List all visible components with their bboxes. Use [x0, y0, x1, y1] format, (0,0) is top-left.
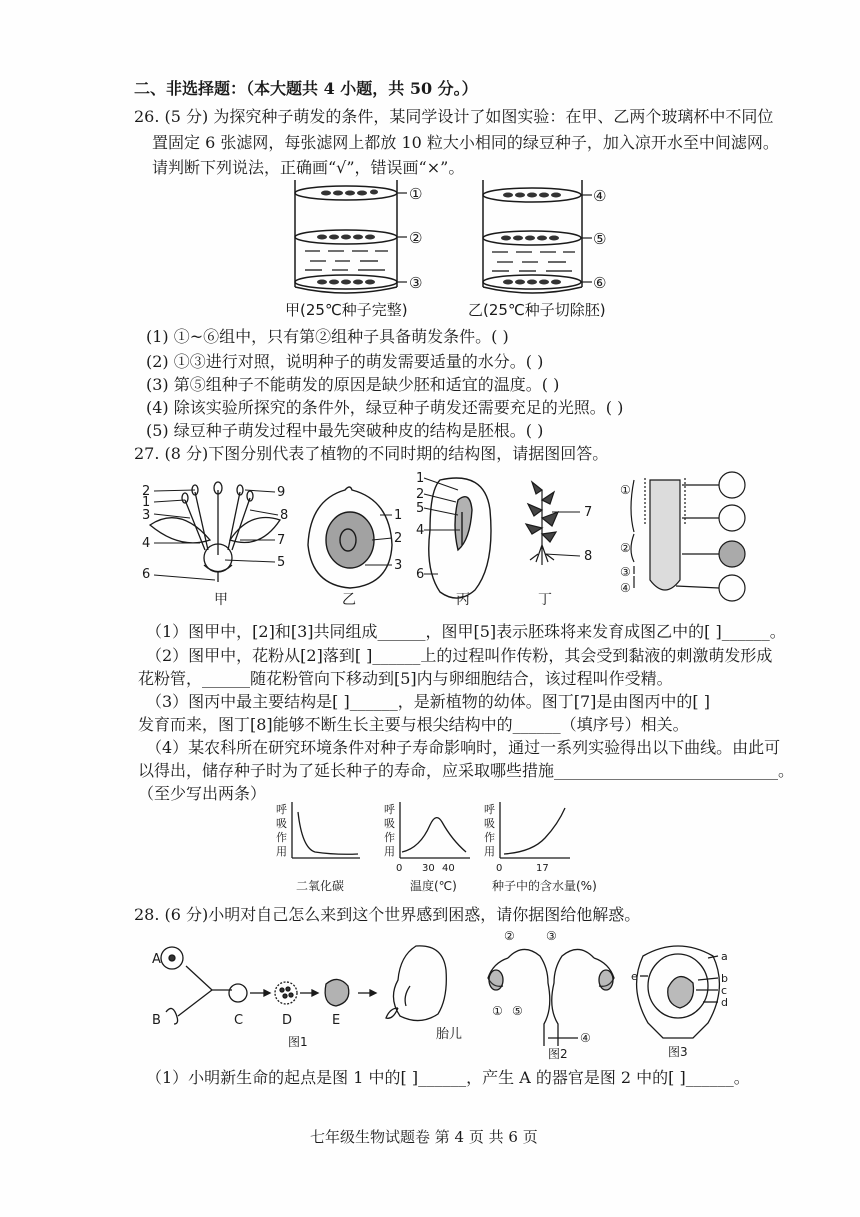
fig2-label-4: ④	[580, 1031, 591, 1045]
graph2-tick-30: 30	[422, 863, 435, 874]
q26-item-3: (3) 第⑤组种子不能萌发的原因是缺少胚和适宜的温度。( )	[146, 375, 560, 394]
cup-label-4: ④	[593, 187, 607, 205]
section-title: 二、非选择题：（本大题共 4 小题，共 50 分。）	[134, 79, 478, 98]
graph2-tick-0: 0	[396, 863, 403, 874]
fig3-label-e: e	[631, 970, 638, 983]
q27-item-1: （1）图甲中，[2]和[3]共同组成______，图甲[5]表示胚珠将来发育成图乙中的[ ]______。	[146, 622, 786, 641]
cup-yi-water	[492, 252, 575, 271]
peach-label-2: 2	[394, 531, 403, 546]
flower-label-3: 3	[142, 508, 151, 523]
q27-item-4b: 以得出，储存种子时为了延长种子的寿命，应采取哪些措施____________________________。	[138, 761, 795, 780]
graph-co2	[292, 802, 360, 858]
fig1-label-fetus: 胎儿	[436, 1027, 463, 1042]
fig1-label-b: B	[152, 1013, 161, 1028]
cup-label-3: ③	[409, 274, 423, 292]
cup-label-1: ①	[409, 185, 423, 203]
graph2-ylabel-3: 作	[384, 831, 395, 844]
graph2-ylabel-4: 用	[384, 845, 395, 858]
q27-figures	[140, 470, 760, 610]
q27-graphs	[270, 800, 597, 900]
q28-figures	[148, 928, 748, 1063]
fig2-label-3: ③	[546, 929, 557, 943]
seed-label-4: 4	[416, 523, 425, 538]
graph2-ylabel-2: 吸	[384, 817, 395, 830]
graph2-xlabel: 温度(℃)	[410, 879, 457, 893]
fig2-reproductive-system	[488, 949, 614, 1046]
graph1-ylabel-3: 作	[276, 831, 287, 844]
seedling-diagram	[526, 482, 558, 565]
root-label-3: ③	[620, 565, 631, 579]
cup-label-2: ②	[409, 229, 423, 247]
fig1-caption: 图1	[288, 1035, 308, 1049]
flower-label-1: 1	[142, 495, 151, 510]
seed-label-2: 2	[416, 487, 425, 502]
graph3-ylabel-1: 呼	[484, 803, 495, 816]
flower-label-6: 6	[142, 567, 151, 582]
q28-line1: 28. (6 分)小明对自己怎么来到这个世界感到困惑，请你据图给他解惑。	[134, 905, 641, 924]
fig2-caption: 图2	[548, 1047, 568, 1061]
q27-item-2b: 花粉管，______随花粉管向下移动到[5]内与卵细胞结合，该过程叫作受精。	[138, 669, 673, 688]
graph1-ylabel-2: 吸	[276, 817, 287, 830]
seed-label-6: 6	[416, 567, 425, 582]
fig-caption-ding: 丁	[538, 592, 552, 608]
fig-caption-jia: 甲	[214, 592, 228, 608]
plant-label-8: 8	[584, 549, 593, 564]
q26-line3: 请判断下列说法，正确画“√”，错误画“×”。	[152, 158, 465, 177]
flower-label-4: 4	[142, 536, 151, 551]
graph1-ylabel-1: 呼	[276, 803, 287, 816]
fig2-label-5: ⑤	[512, 1004, 523, 1018]
seed-label-5: 5	[416, 501, 425, 516]
q26-line2: 置固定 6 张滤网，每张滤网上都放 10 粒大小相同的绿豆种子，加入凉开水至中间滤网。	[152, 133, 779, 152]
q26-item-1: (1) ①~⑥组中，只有第②组种子具备萌发条件。( )	[146, 327, 509, 346]
q28-item-1: （1）小明新生命的起点是图 1 中的[ ]______，产生 A 的器官是图 2 中的[ ]______。	[146, 1068, 750, 1087]
seed-label-1: 1	[416, 471, 425, 486]
root-tip-diagram	[631, 472, 745, 601]
root-label-2: ②	[620, 541, 631, 555]
fig-caption-bing: 丙	[456, 592, 470, 608]
cup-label-5: ⑤	[593, 230, 607, 248]
fig3-label-c: c	[721, 984, 728, 997]
cup-caption-jia: 甲(25℃种子完整)	[285, 301, 408, 319]
graph2-tick-40: 40	[442, 863, 455, 874]
page-footer: 七年级生物试题卷 第 4 页 共 6 页	[310, 1128, 538, 1146]
flower-label-5: 5	[277, 555, 286, 570]
flower-label-7: 7	[277, 533, 286, 548]
fig1-label-e: E	[332, 1013, 341, 1028]
graph1-xlabel: 二氧化碳	[296, 879, 345, 893]
fig1-label-c: C	[234, 1013, 244, 1028]
q27-item-4c: （至少写出两条）	[138, 784, 267, 803]
q27-item-3b: 发育而来，图丁[8]能够不断生长主要与根尖结构中的______（填序号）相关。	[138, 715, 689, 734]
q26-item-5: (5) 绿豆种子萌发过程中最先突破种皮的结构是胚根。( )	[146, 421, 544, 440]
q26-cups-figure	[280, 175, 640, 325]
peach-diagram	[308, 487, 392, 588]
root-label-1: ①	[620, 483, 631, 497]
cup-jia-water	[305, 251, 388, 270]
fig1-label-a: A	[152, 952, 161, 967]
graph3-xlabel: 种子中的含水量(%)	[492, 879, 597, 893]
flower-label-9: 9	[277, 485, 286, 500]
fig3-caption: 图3	[668, 1045, 688, 1059]
q27-item-3a: （3）图丙中最主要结构是[ ]______，是新植物的幼体。图丁[7]是由图丙中的[ ]	[146, 692, 710, 711]
graph-temp	[400, 802, 470, 858]
graph3-tick-0: 0	[496, 863, 503, 874]
q26-item-4: (4) 除该实验所探究的条件外，绿豆种子萌发还需要充足的光照。( )	[146, 398, 624, 417]
fig3-fetus-in-uterus	[637, 946, 720, 1038]
graph3-ylabel-3: 作	[484, 831, 495, 844]
fig2-label-1: ①	[492, 1004, 503, 1018]
graph2-ylabel-1: 呼	[384, 803, 395, 816]
q26-line1: 26. (5 分) 为探究种子萌发的条件，某同学设计了如图实验：在甲、乙两个玻璃杯中不同位	[134, 107, 774, 126]
graph1-ylabel-4: 用	[276, 845, 287, 858]
fig3-label-b: b	[721, 972, 728, 985]
cup-label-6: ⑥	[593, 274, 607, 292]
root-label-4: ④	[620, 581, 631, 595]
flower-label-8: 8	[280, 508, 289, 523]
fig1-label-d: D	[282, 1013, 293, 1028]
fig3-label-a: a	[721, 950, 728, 963]
graph3-ylabel-4: 用	[484, 845, 495, 858]
fig2-label-2: ②	[504, 929, 515, 943]
fig-caption-yi: 乙	[342, 592, 356, 608]
q27-item-4a: （4）某农科所在研究环境条件对种子寿命影响时，通过一系列实验得出以下曲线。由此可	[146, 738, 781, 757]
graph3-tick-17: 17	[536, 863, 549, 874]
peach-label-3: 3	[394, 558, 403, 573]
fig3-label-d: d	[721, 996, 728, 1009]
peach-label-1: 1	[394, 508, 403, 523]
flower-label-2: 2	[142, 484, 151, 499]
q27-item-2a: （2）图甲中，花粉从[2]落到[ ]______上的过程叫作传粉，其会受到黏液的刺激萌发形成	[146, 646, 773, 665]
cup-caption-yi: 乙(25℃种子切除胚)	[468, 301, 606, 319]
seed-diagram	[429, 478, 491, 598]
q26-item-2: (2) ①③进行对照，说明种子的萌发需要适量的水分。( )	[146, 352, 544, 371]
graph3-ylabel-2: 吸	[484, 817, 495, 830]
graph-water	[500, 802, 570, 858]
q27-line1: 27. (8 分)下图分别代表了植物的不同时期的结构图，请据图回答。	[134, 444, 609, 463]
plant-label-7: 7	[584, 505, 593, 520]
flower-diagram	[150, 482, 280, 582]
fig1-development	[161, 946, 446, 1024]
